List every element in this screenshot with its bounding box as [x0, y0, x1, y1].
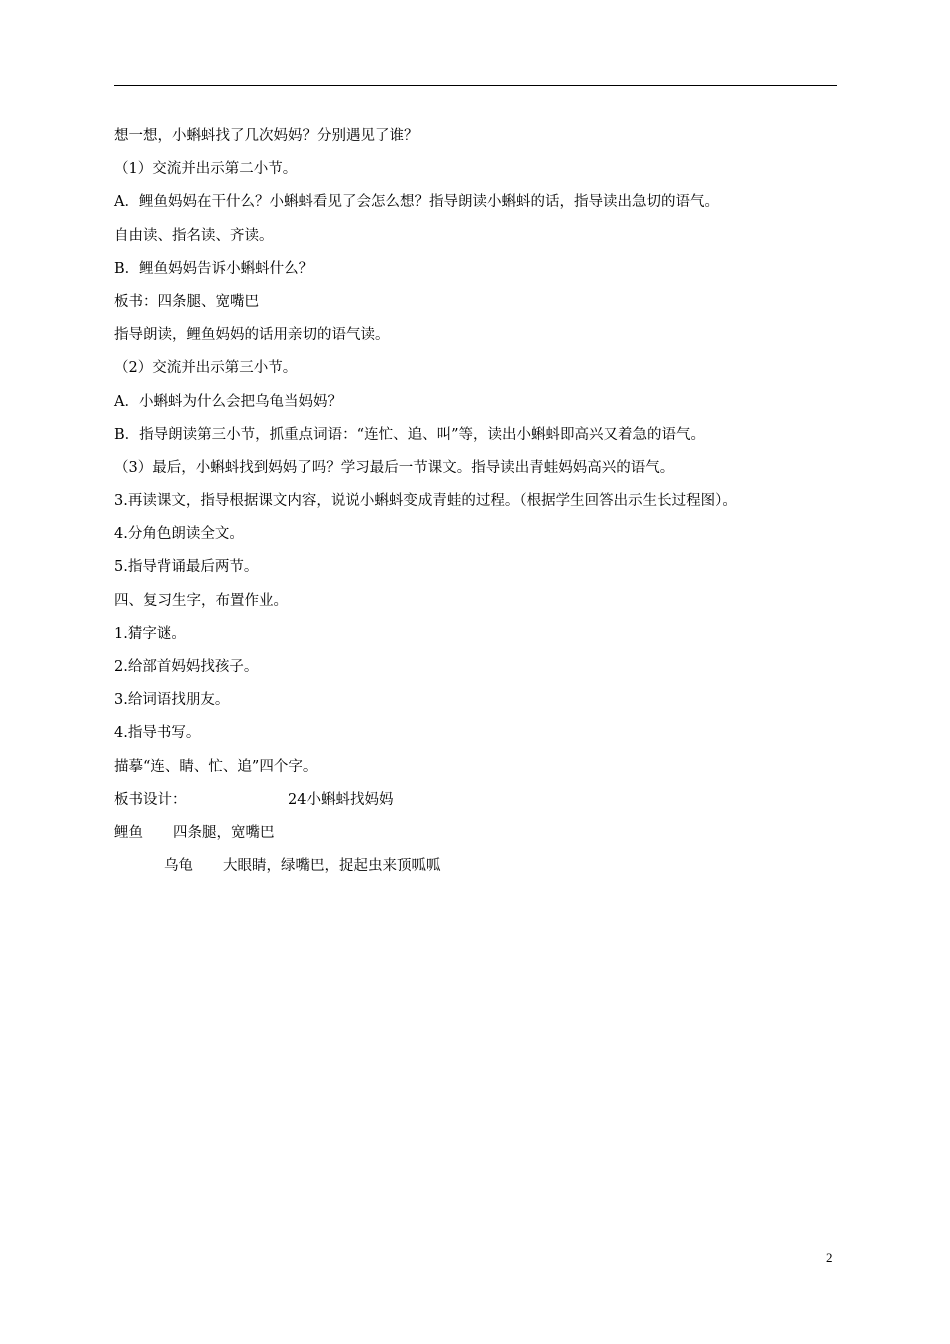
text-line: 描摹“连、睛、忙、追”四个字。	[114, 758, 318, 775]
text-line: 3.再读课文，指导根据课文内容，说说小蝌蚪变成青蛙的过程。（根据学生回答出示生长过程图）。	[114, 493, 737, 510]
board-description: 四条腿，宽嘴巴	[173, 824, 275, 841]
text-line: 4.分角色朗读全文。	[114, 526, 244, 543]
text-line: 3.给词语找朋友。	[114, 692, 230, 709]
text-line: 2.给部首妈妈找孩子。	[114, 659, 259, 675]
text-line: A．小蝌蚪为什么会把乌龟当妈妈？	[114, 393, 342, 410]
text-line: （3）最后，小蝌蚪找到妈妈了吗？学习最后一节课文。指导读出青蛙妈妈高兴的语气。	[114, 459, 675, 476]
text-line: 5.指导背诵最后两节。	[114, 559, 259, 576]
board-animal: 乌龟	[164, 858, 193, 875]
text-line: B．鲤鱼妈妈告诉小蝌蚪什么？	[114, 260, 314, 277]
text-line: B．指导朗读第三小节，抓重点词语：“连忙、追、叫”等，读出小蝌蚪即高兴又着急的语气。	[114, 426, 705, 443]
page-number: 2	[826, 1250, 833, 1265]
board-row-turtle	[114, 856, 844, 889]
board-description: 大眼睛，绿嘴巴，捉起虫来顶呱呱	[223, 858, 441, 875]
text-line: （1）交流并出示第二小节。	[114, 161, 298, 178]
text-line: 想一想，小蝌蚪找了几次妈妈？分别遇见了谁？	[114, 128, 419, 144]
text-line: A．鲤鱼妈妈在干什么？小蝌蚪看见了会怎么想？指导朗读小蝌蚪的话，指导读出急切的语气。	[114, 194, 719, 211]
board-design-header	[114, 790, 844, 823]
text-line: 自由读、指名读、齐读。	[114, 227, 274, 244]
text-line: 指导朗读，鲤鱼妈妈的话用亲切的语气读。	[114, 327, 390, 344]
board-title: 24小蝌蚪找妈妈	[288, 791, 394, 808]
text-line: 4.指导书写。	[114, 725, 201, 742]
text-line: （2）交流并出示第三小节。	[114, 360, 298, 377]
text-line: 1.猜字谜。	[114, 625, 186, 642]
text-line: 四、复习生字，布置作业。	[114, 592, 288, 609]
text-line: 板书：四条腿、宽嘴巴	[114, 293, 259, 310]
document-body	[114, 126, 844, 889]
header-rule	[114, 85, 837, 86]
board-label: 板书设计：	[114, 791, 187, 808]
board-animal: 鲤鱼	[114, 824, 143, 841]
board-row-carp	[114, 823, 844, 856]
